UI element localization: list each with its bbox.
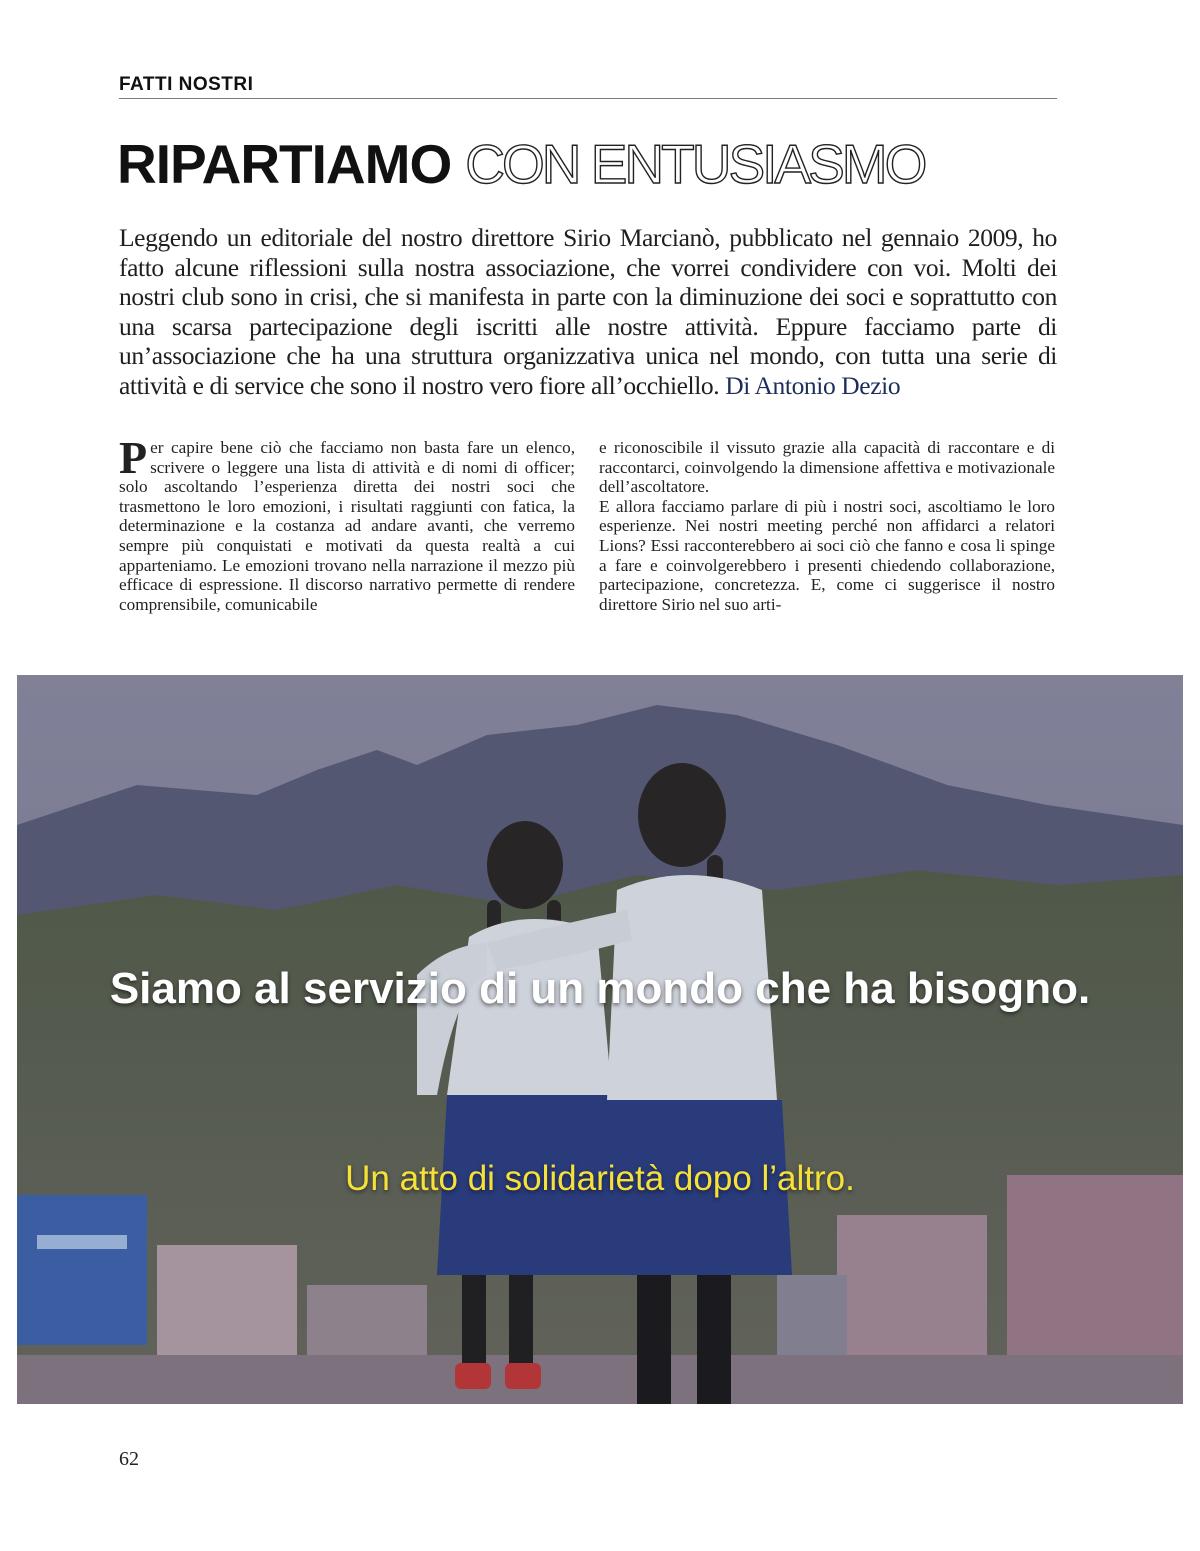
- body-paragraph: e riconoscibile il vissuto grazie alla capacità di raccontare e di raccontarci, coinvolgendo la dimensione affettiva e motivazionale dell’ascoltatore.: [599, 438, 1055, 497]
- body-paragraph: E allora facciamo parlare di più i nostri soci, ascoltiamo le loro esperienze. Nei nostri meeting perché non affidarci a relatori Lions? Essi racconterebbero ai soci ciò che fanno e cosa li spinge a fare e coinvolgerebbero i presenti chiedendo collaborazione, partecipazione, concretezza. E, come ci suggerisce il nostro direttore Sirio nel suo arti-: [599, 496, 1055, 614]
- article-title-light: CON ENTUSIASMO: [465, 133, 925, 195]
- page-number: 62: [119, 1448, 139, 1470]
- photo-illustration: [17, 675, 1183, 1404]
- body-paragraph: [119, 432, 575, 614]
- drop-cap: P: [119, 432, 148, 483]
- article-title-bold: RIPARTIAMO: [117, 133, 452, 195]
- body-text-col1: er capire bene ciò che facciamo non basta fare un elenco, scrivere o leggere una lista di attività e di nomi di officer; solo ascoltando l’esperienza diretta dei nostri soci che trasmettono le loro emozioni, i risultati raggiunti con fatica, la determinazione e la costanza ad andare avanti, che verremo sempre più conquistati e motivati da questa realtà a cui apparteniamo. Le emozioni trovano nella narrazione il mezzo più efficace di espressione. Il discorso narrativo permette di rendere comprensibile, comunicabile: [119, 438, 575, 614]
- photo-caption-main: Siamo al servizio di un mondo che ha bisogno.: [109, 964, 1091, 1013]
- section-divider: [119, 98, 1057, 99]
- body-column-left: [119, 432, 575, 614]
- article-title: [117, 134, 924, 194]
- article-standfirst: [119, 223, 1057, 400]
- article-byline: Di Antonio Dezio: [725, 370, 901, 400]
- photo-caption-sub: Un atto di solidarietà dopo l’altro.: [345, 1159, 855, 1198]
- body-column-right: [599, 438, 1055, 614]
- section-label: FATTI NOSTRI: [119, 74, 254, 95]
- standfirst-text: Leggendo un editoriale del nostro direttore Sirio Marcianò, pubblicato nel gennaio 2009, ho fatto alcune riflessioni sulla nostra associazione, che vorrei condividere con voi. Molti dei nostri club sono in crisi, che si manifesta in parte con la diminuzione dei soci e soprattutto con una scarsa partecipazione degli iscritti alle nostre attività. Eppure facciamo parte di un’associazione che ha una struttura organizzativa unica nel mondo, con tutta una serie di attività e di service che sono il nostro vero fiore all’occhiello.: [119, 223, 1057, 400]
- photo-overlay: [17, 675, 1183, 1404]
- article-photo: [17, 675, 1183, 1404]
